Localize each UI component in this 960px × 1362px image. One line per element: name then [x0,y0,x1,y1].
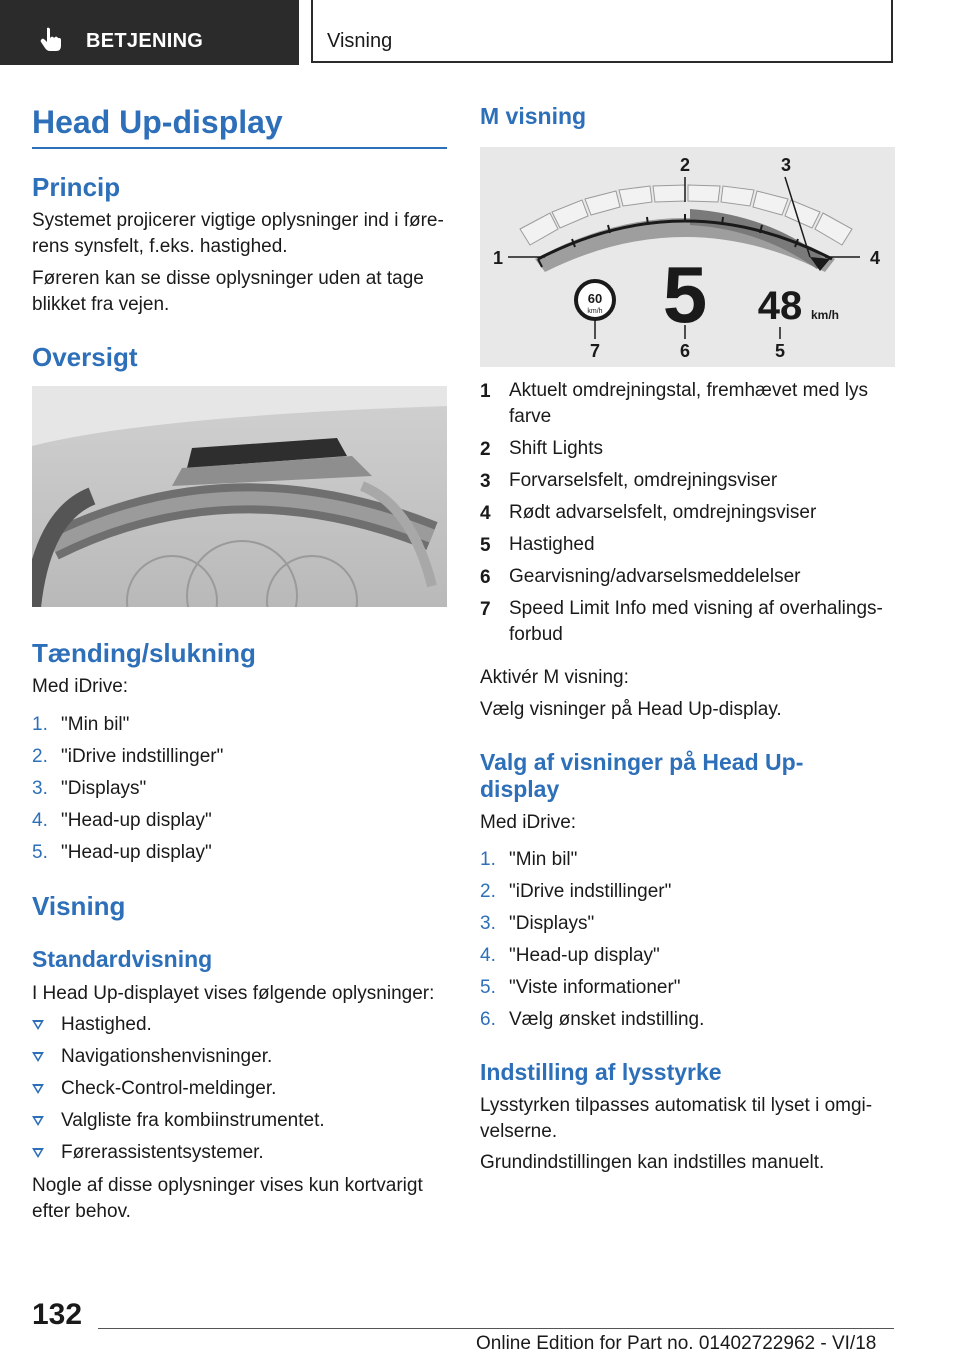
hand-pointer-icon [38,26,64,52]
visning-note-line2: efter behov. [32,1201,131,1222]
heading-standardvisning: Standardvisning [32,946,213,972]
m-display-drawing [480,147,895,367]
heading-taending: Tænding/slukning [32,638,256,668]
visning-note-line1: Nogle af disse oplysninger vises kun kortvarigt [32,1175,423,1196]
step-text: "Min bil" [509,849,578,870]
legend-key: 4 [480,503,491,524]
callout-number: 5 [774,341,786,361]
callout-number: 2 [679,155,691,175]
triangle-bullet-icon [32,1052,44,1062]
bullet-text: Navigationshenvisninger. [61,1046,273,1067]
page-number: 132 [32,1298,83,1331]
triangle-bullet-icon [32,1020,44,1030]
visning-intro: I Head Up-displayet vises følgende oplysninger: [32,983,435,1004]
section-label: BETJENING [86,30,204,52]
taending-intro: Med iDrive: [32,676,129,697]
triangle-bullet-icon [32,1084,44,1094]
princip-p2-line2: blikket fra vejen. [32,294,170,315]
step-text: "Head-up display" [61,842,212,863]
title-rule [32,147,447,149]
legend-text: Shift Lights [509,438,603,459]
valg-intro: Med iDrive: [480,812,577,833]
footer-rule [98,1328,894,1329]
step-text: Vælg ønsket indstilling. [509,1009,705,1030]
chapter-label: Visning [327,30,393,52]
chapter-tab [311,0,893,63]
activate-line1: Aktivér M visning: [480,667,629,688]
callout-number: 3 [780,155,792,175]
triangle-bullet-icon [32,1116,44,1126]
legend-text: Forvarselsfelt, omdrejningsviser [509,470,778,491]
legend-text: farve [509,406,552,427]
legend-key: 1 [480,381,491,402]
step-number: 6. [480,1009,496,1030]
page-header [0,0,960,66]
callout-number: 7 [589,341,601,361]
step-number: 1. [32,714,48,735]
heading-m-visning: M visning [480,103,587,129]
legend-key: 5 [480,535,491,556]
step-text: "Head-up display" [509,945,660,966]
legend-text: Aktuelt omdrejningstal, fremhævet med lys [509,380,869,401]
step-text: "Head-up display" [61,810,212,831]
legend-key: 3 [480,471,491,492]
dashboard-illustration [32,386,447,607]
step-text: "iDrive indstillinger" [61,746,224,767]
bullet-text: Førerassistentsystemer. [61,1142,264,1163]
legend-text: Rødt advarselsfelt, omdrejningsviser [509,502,817,523]
heading-valg-line1: Valg af visninger på Head Up- [480,749,804,775]
dashboard-drawing [32,386,447,607]
bullet-text: Valgliste fra kombiinstrumentet. [61,1110,325,1131]
step-number: 5. [480,977,496,998]
section-tab [0,0,299,65]
step-text: "Displays" [61,778,147,799]
page-title: Head Up-display [32,104,283,140]
bullet-text: Hastighed. [61,1014,152,1035]
speed-value: 48 [757,284,803,328]
legend-key: 7 [480,599,491,620]
gear-indicator: 5 [662,250,708,339]
step-number: 5. [32,842,48,863]
heading-oversigt: Oversigt [32,342,138,372]
callout-number: 1 [492,248,504,268]
step-number: 2. [480,881,496,902]
heading-visning: Visning [32,891,126,921]
step-number: 1. [480,849,496,870]
legend-key: 6 [480,567,491,588]
legend-text: Gearvisning/advarselsmeddelelser [509,566,801,587]
speed-limit-value: 60 [587,291,603,306]
step-text: "Displays" [509,913,595,934]
legend-text: Hastighed [509,534,595,555]
princip-p1-line2: rens synsfelt, f.eks. hastighed. [32,236,288,257]
callout-number: 6 [679,341,691,361]
princip-p1-line1: Systemet projicerer vigtige oplysninger ind i føre- [32,210,444,231]
edition-text: Online Edition for Part no. 01402722962 - VI/18 [476,1333,877,1354]
princip-p2-line1: Føreren kan se disse oplysninger uden at tage [32,268,424,289]
speed-limit-unit: km/h [587,308,603,315]
heading-lysstyrke: Indstilling af lysstyrke [480,1059,722,1085]
legend-text: forbud [509,624,563,645]
speed-unit: km/h [810,308,840,322]
heading-valg-line2: display [480,776,560,802]
step-number: 2. [32,746,48,767]
lys-p2: Grundindstillingen kan indstilles manuelt. [480,1152,825,1173]
activate-line2: Vælg visninger på Head Up-display. [480,699,782,720]
triangle-bullet-icon [32,1148,44,1158]
callout-number: 4 [869,248,881,268]
step-number: 4. [32,810,48,831]
step-text: "Min bil" [61,714,130,735]
lys-p1-line1: Lysstyrken tilpasses automatisk til lyset i omgi- [480,1095,873,1116]
step-number: 3. [32,778,48,799]
lys-p1-line2: velserne. [480,1121,558,1142]
m-display-figure [480,147,895,367]
legend-key: 2 [480,439,491,460]
step-number: 3. [480,913,496,934]
step-text: "Viste informationer" [509,977,681,998]
step-text: "iDrive indstillinger" [509,881,672,902]
heading-princip: Princip [32,172,121,202]
step-number: 4. [480,945,496,966]
legend-text: Speed Limit Info med visning af overhalings- [509,598,883,619]
bullet-text: Check-Control-meldinger. [61,1078,277,1099]
